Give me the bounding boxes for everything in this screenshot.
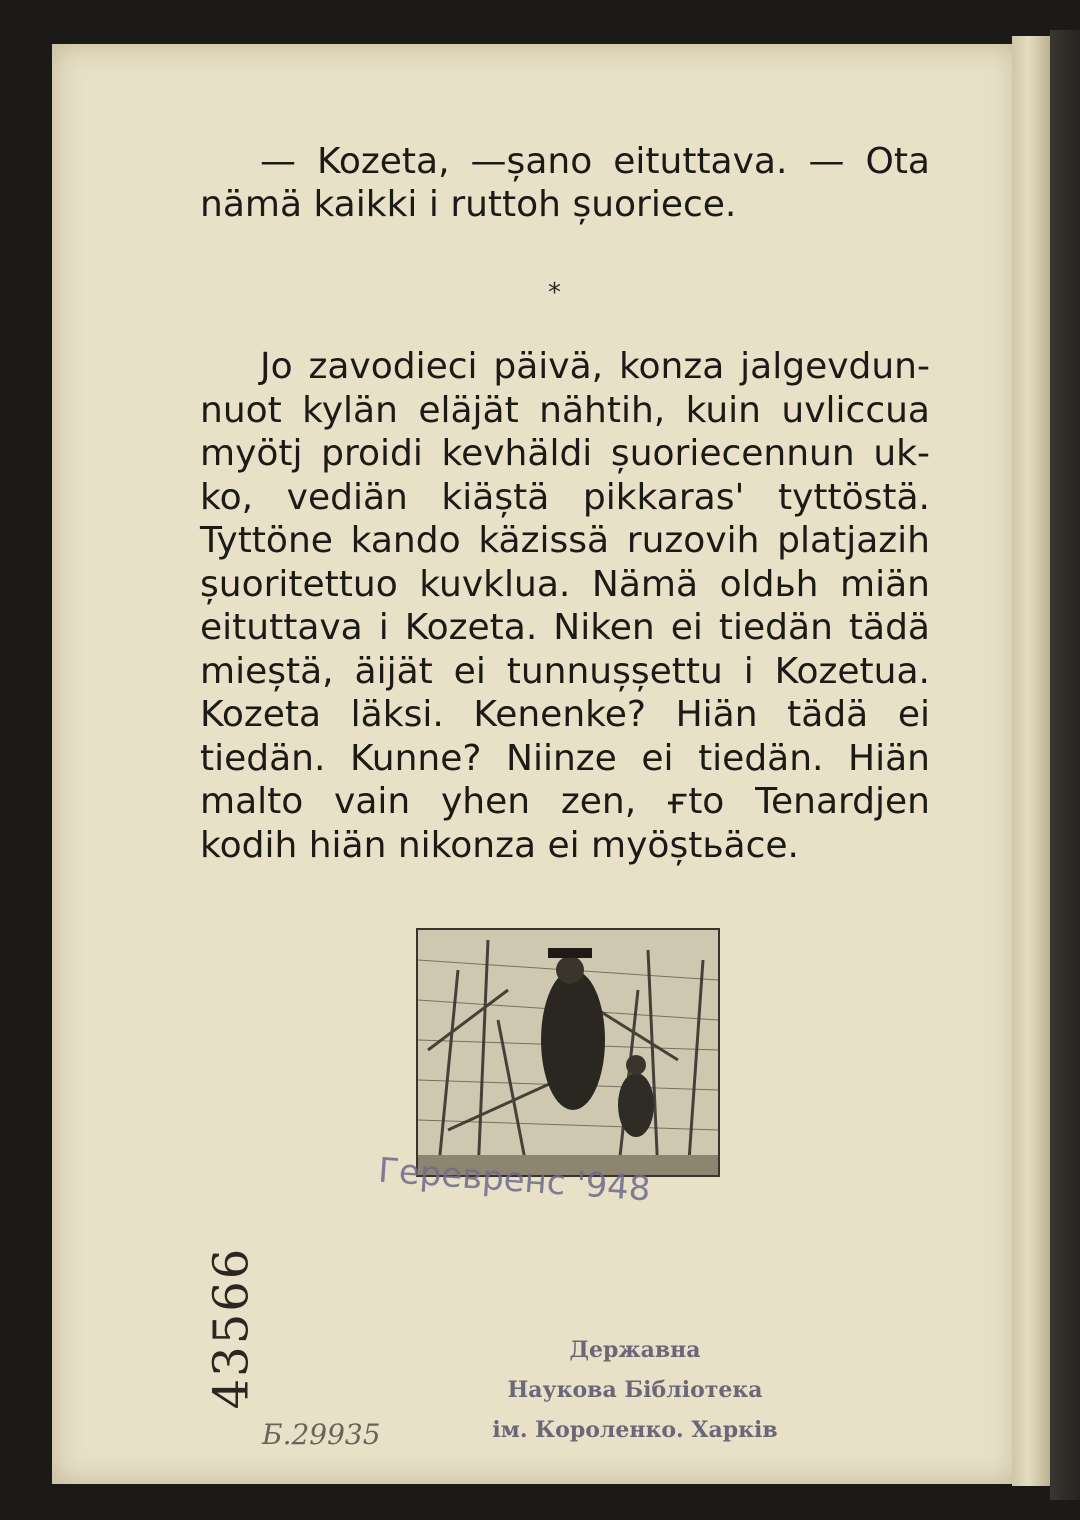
library-stamp-line: Наукова Бібліотека	[507, 1377, 763, 1403]
pencil-number: Б.29935	[262, 1418, 381, 1451]
dialogue-block	[200, 140, 930, 226]
book-spine	[1012, 36, 1052, 1486]
paragraph-line: mieștä, äijät ei tunnușșettu i Kozetua.	[200, 650, 930, 692]
paragraph-line: Tyttöne kando käzissä ruzovih platjazih	[200, 520, 930, 561]
dialogue-line: — Kozeta, —șano eituttava. — Ota	[260, 141, 930, 182]
paragraph-line: malto vain yhen zen, ғto Tenardjen	[200, 781, 930, 822]
library-stamp	[455, 1330, 815, 1450]
paragraph-line: ko, vediän kiäștä pikkaras' tyttöstä.	[200, 476, 930, 518]
library-stamp-line: Державна	[569, 1337, 701, 1363]
body-paragraph	[200, 345, 930, 867]
inventory-number: 43566	[203, 1246, 260, 1410]
paragraph-line: șuoritettuo kuvklua. Nämä oldьh miän	[200, 563, 930, 605]
paragraph-line: myötj proidi kevhäldi șuoriecennun uk-	[200, 433, 930, 474]
engraving-illustration	[416, 928, 720, 1177]
forest-scene-illustration	[418, 930, 718, 1175]
dialogue-line: nämä kaikki i ruttoh șuoriece.	[200, 184, 737, 225]
paragraph-line: Kozeta läksi. Kenenke? Hiän tädä ei	[200, 694, 930, 735]
library-stamp-line: ім. Короленко. Харків	[492, 1417, 778, 1443]
paragraph-line: nuot kylän eläjät nähtih, kuin uvliccua	[200, 389, 930, 431]
book-edge	[1050, 30, 1080, 1500]
section-separator: *	[548, 278, 561, 308]
paragraph-line: eituttava i Kozeta. Niken ei tiedän tädä	[200, 607, 930, 648]
paragraph-line: tiedän. Kunne? Niinze ei tiedän. Hiän	[200, 737, 930, 779]
date-stamp: Геревренс '948	[376, 1150, 652, 1210]
paragraph-line: kodih hiän nikonza ei myöștьäce.	[200, 824, 799, 866]
paragraph-line: Jo zavodieci päivä, konza jalgevdun-	[260, 346, 930, 387]
